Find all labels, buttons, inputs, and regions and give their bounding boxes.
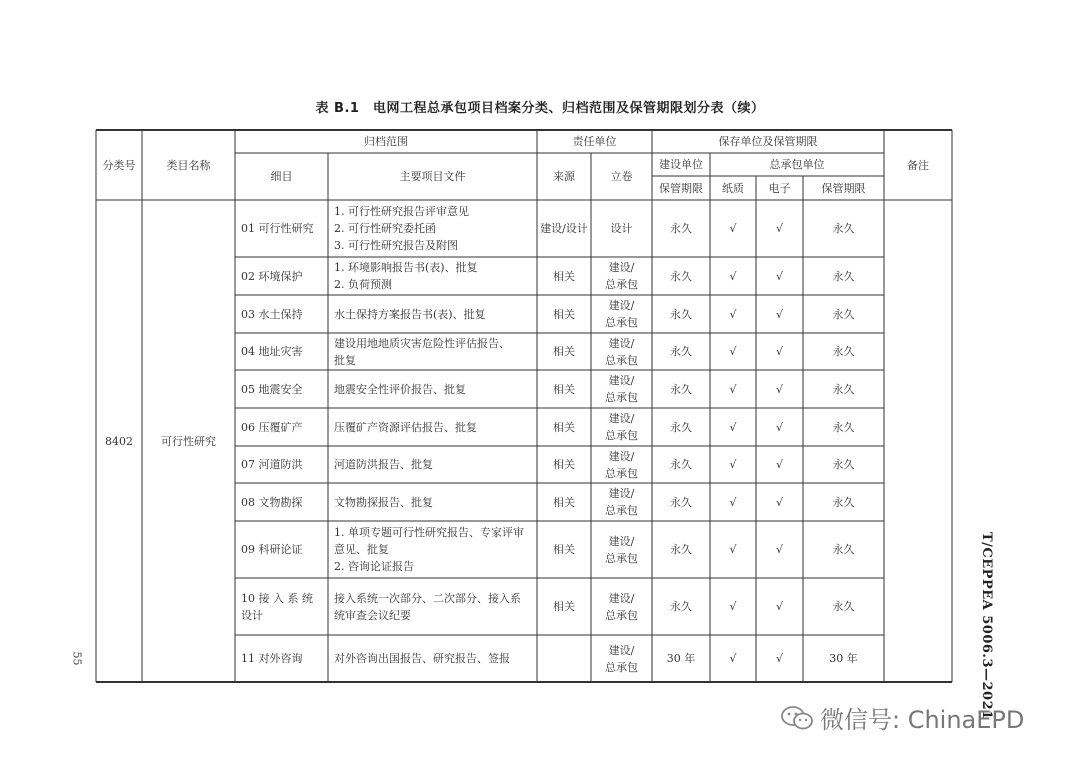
- filing-cell-line: 总承包: [605, 660, 638, 674]
- paper-check: √: [729, 543, 737, 556]
- detail-cell-line: 07 河道防洪: [241, 458, 303, 471]
- watermark-text: 微信号: ChinaEPD: [820, 706, 1025, 734]
- contractor-period-cell: 永久: [832, 495, 855, 509]
- docs-cell-line: 意见、批复: [334, 543, 389, 556]
- source-cell: 相关: [553, 420, 575, 434]
- filing-cell-line: 建设/: [608, 412, 635, 425]
- source-cell: 相关: [553, 382, 575, 396]
- detail-cell: [235, 521, 328, 578]
- header-filing: 立卷: [610, 170, 633, 183]
- page-number: 55: [70, 651, 84, 666]
- detail-cell-line: 06 压覆矿产: [241, 420, 303, 434]
- contractor-period-cell: 永久: [832, 269, 855, 283]
- category-value: 可行性研究: [161, 434, 216, 448]
- contractor-period-cell: 永久: [832, 600, 855, 613]
- header-detail: 细目: [270, 170, 293, 183]
- paper-check: √: [729, 600, 737, 613]
- filing-cell: [591, 333, 652, 370]
- detail-cell: [235, 408, 328, 446]
- filing-cell-line: 建设/: [608, 534, 635, 548]
- detail-cell-line: 10 接 入 系 统: [241, 591, 313, 605]
- header-contractor-period: 保管期限: [821, 181, 866, 195]
- paper-check: √: [729, 420, 737, 434]
- detail-cell: [235, 635, 328, 682]
- source-cell: 相关: [553, 269, 575, 283]
- filing-cell-line: 设计: [610, 222, 633, 235]
- builder-period-cell: 永久: [670, 458, 692, 471]
- docs-cell-line: 批复: [334, 353, 356, 367]
- filing-cell-line: 建设/: [608, 336, 635, 350]
- docs-cell: [328, 483, 537, 521]
- builder-period-cell: 永久: [670, 543, 692, 556]
- docs-cell: [328, 370, 537, 408]
- docs-cell-line: 1. 单项专题可行性研究报告、专家评审: [334, 526, 524, 539]
- filing-cell: [591, 483, 652, 521]
- filing-cell: [591, 408, 652, 446]
- electronic-check: √: [775, 345, 783, 358]
- standard-code: T/CEPPEA 5006.3—2021: [979, 532, 994, 720]
- builder-period-cell: 永久: [670, 222, 692, 235]
- filing-cell-line: 总承包: [605, 429, 638, 442]
- source-cell: 相关: [553, 307, 575, 321]
- contractor-period-cell: 永久: [832, 420, 855, 434]
- watermark: [780, 700, 1024, 735]
- source-cell: 相关: [553, 345, 575, 358]
- filing-cell-line: 建设/: [608, 299, 635, 312]
- docs-cell-line: 2. 可行性研究委托函: [334, 222, 436, 235]
- paper-check: √: [729, 307, 737, 321]
- filing-cell-line: 总承包: [605, 278, 638, 291]
- detail-cell-line: 02 环境保护: [241, 269, 303, 283]
- source-cell: 相关: [553, 543, 575, 556]
- detail-cell: [235, 295, 328, 333]
- header-builder-period: 保管期限: [659, 181, 703, 195]
- filing-cell-line: 建设/: [608, 449, 635, 463]
- contractor-period-cell: 永久: [832, 382, 855, 396]
- filing-cell: [591, 578, 652, 635]
- filing-cell-line: 建设/: [608, 261, 635, 274]
- paper-check: √: [729, 458, 737, 471]
- electronic-check: √: [775, 600, 783, 613]
- detail-cell-line: 08 文物勘探: [241, 495, 303, 509]
- docs-cell-line: 水土保持方案报告书(表)、批复: [334, 307, 486, 321]
- electronic-check: √: [775, 458, 783, 471]
- electronic-check: √: [775, 222, 783, 235]
- builder-period-cell: 永久: [670, 600, 692, 613]
- filing-cell-line: 总承包: [605, 316, 638, 329]
- detail-cell-line: 04 地址灾害: [241, 345, 303, 358]
- contractor-period-cell: 30 年: [829, 652, 858, 665]
- paper-check: √: [729, 495, 737, 509]
- contractor-period-cell: 永久: [832, 222, 855, 235]
- builder-period-cell: 永久: [670, 345, 692, 358]
- filing-cell-line: 总承包: [605, 504, 638, 517]
- docs-cell-line: 河道防洪报告、批复: [334, 458, 433, 471]
- docs-cell-line: 接入系统一次部分、二次部分、接入系: [334, 591, 521, 605]
- docs-cell: [328, 521, 537, 578]
- filing-cell-line: 总承包: [605, 391, 638, 404]
- header-main-docs: 主要项目文件: [399, 170, 466, 183]
- detail-cell: [235, 446, 328, 483]
- docs-cell: [328, 200, 537, 257]
- docs-cell-line: 建设用地地质灾害危险性评估报告、: [334, 336, 510, 350]
- electronic-check: √: [775, 652, 783, 665]
- docs-cell-line: 2. 咨询论证报告: [334, 560, 414, 573]
- source-cell: 相关: [553, 495, 575, 509]
- docs-cell: [328, 333, 537, 370]
- wechat-icon: [780, 704, 814, 732]
- electronic-check: √: [775, 420, 783, 434]
- header-paper: 纸质: [722, 181, 744, 195]
- class-no-value: 8402: [105, 434, 133, 448]
- filing-cell: [591, 257, 652, 295]
- detail-cell: [235, 333, 328, 370]
- source-cell: [537, 635, 591, 682]
- paper-check: √: [729, 269, 737, 283]
- docs-cell: [328, 635, 537, 682]
- electronic-check: √: [775, 543, 783, 556]
- filing-cell-line: 总承包: [605, 466, 638, 480]
- filing-cell: [591, 635, 652, 682]
- filing-cell-line: 总承包: [605, 608, 638, 622]
- header-builder: 建设单位: [659, 158, 703, 171]
- builder-period-cell: 永久: [670, 495, 692, 509]
- docs-cell: [328, 446, 537, 483]
- builder-period-cell: 30 年: [666, 652, 696, 665]
- builder-period-cell: 永久: [670, 382, 692, 396]
- header-filing-scope: 归档范围: [364, 135, 408, 148]
- detail-cell-line: 03 水土保持: [241, 307, 303, 321]
- detail-cell: [235, 200, 328, 257]
- table-title: 表 B.1 电网工程总承包项目档案分类、归档范围及保管期限划分表（续）: [315, 101, 765, 116]
- electronic-check: √: [775, 307, 783, 321]
- docs-cell-line: 统审查会议纪要: [334, 608, 411, 622]
- docs-cell: [328, 578, 537, 635]
- filing-cell: [591, 200, 652, 257]
- builder-period-cell: 永久: [670, 269, 692, 283]
- source-cell: 相关: [553, 458, 575, 471]
- paper-check: √: [729, 222, 737, 235]
- detail-cell-line: 11 对外咨询: [241, 652, 303, 665]
- filing-cell: [591, 370, 652, 408]
- header-custody: 保存单位及保管期限: [718, 135, 818, 148]
- filing-cell-line: 建设/: [608, 374, 635, 387]
- filing-cell-line: 建设/: [608, 591, 635, 605]
- docs-cell-line: 对外咨询出国报告、研究报告、签报: [334, 652, 510, 665]
- builder-period-cell: 永久: [670, 307, 692, 321]
- builder-period-cell: 永久: [670, 420, 692, 434]
- electronic-check: √: [775, 269, 783, 283]
- detail-cell-line: 05 地震安全: [241, 382, 303, 396]
- filing-cell-line: 建设/: [608, 487, 635, 500]
- header-class-no: 分类号: [102, 158, 136, 172]
- filing-cell: [591, 295, 652, 333]
- contractor-period-cell: 永久: [832, 543, 855, 556]
- header-electronic: 电子: [768, 181, 791, 195]
- contractor-period-cell: 永久: [832, 458, 855, 471]
- docs-cell: [328, 257, 537, 295]
- detail-cell: [235, 370, 328, 408]
- docs-cell-line: 3. 可行性研究报告及附图: [334, 239, 458, 252]
- header-category-name: 类目名称: [166, 158, 211, 172]
- docs-cell: [328, 408, 537, 446]
- contractor-period-cell: 永久: [832, 345, 855, 358]
- detail-cell-line: 01 可行性研究: [241, 222, 314, 235]
- filing-cell-line: 总承包: [605, 551, 638, 565]
- header-source: 来源: [553, 170, 575, 183]
- filing-cell-line: 建设/: [608, 643, 635, 657]
- electronic-check: √: [775, 495, 783, 509]
- filing-cell: [591, 446, 652, 483]
- docs-cell-line: 2. 负荷预测: [334, 278, 392, 291]
- detail-cell: [235, 578, 328, 635]
- docs-cell-line: 1. 可行性研究报告评审意见: [334, 205, 469, 218]
- contractor-period-cell: 永久: [832, 307, 855, 321]
- header-responsibility: 责任单位: [572, 135, 617, 148]
- source-cell: 相关: [553, 600, 575, 613]
- detail-cell: [235, 257, 328, 295]
- paper-check: √: [729, 652, 737, 665]
- docs-cell-line: 1. 环境影响报告书(表)、批复: [334, 261, 478, 274]
- detail-cell-line: 设计: [241, 608, 263, 622]
- docs-cell-line: 文物勘探报告、批复: [334, 495, 433, 509]
- filing-cell: [591, 521, 652, 578]
- paper-check: √: [729, 345, 737, 358]
- docs-cell: [328, 295, 537, 333]
- docs-cell-line: 地震安全性评价报告、批复: [334, 382, 466, 396]
- header-contractor: 总承包单位: [769, 158, 825, 171]
- detail-cell: [235, 483, 328, 521]
- paper-check: √: [729, 382, 737, 396]
- detail-cell-line: 09 科研论证: [241, 543, 303, 556]
- docs-cell-line: 压覆矿产资源评估报告、批复: [334, 420, 477, 434]
- electronic-check: √: [775, 382, 783, 396]
- header-remarks: 备注: [907, 158, 929, 172]
- source-cell: 建设/设计: [540, 222, 588, 235]
- filing-cell-line: 总承包: [605, 353, 638, 367]
